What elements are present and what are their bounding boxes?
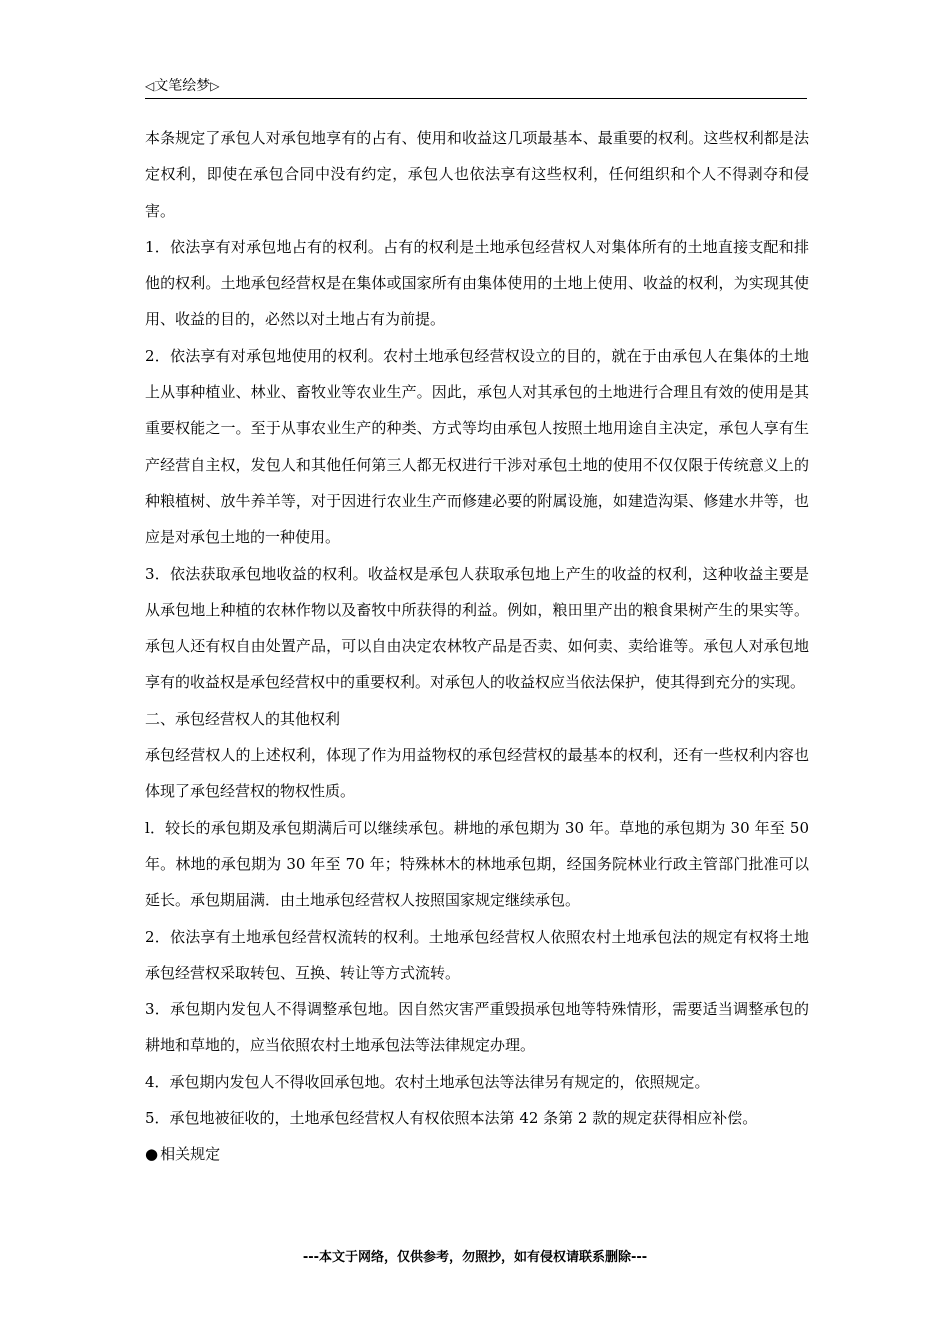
paragraph-other-3: 3．承包期内发包人不得调整承包地。因自然灾害严重毁损承包地等特殊情形，需要适当调整承包的耕地和草地的，应当依照农村土地承包法等法律规定办理。 bbox=[145, 1000, 809, 1055]
header-title-group bbox=[145, 75, 219, 95]
related-provisions-label: 相关规定 bbox=[160, 1145, 221, 1164]
paragraph-intro: 本条规定了承包人对承包地享有的占有、使用和收益这几项最基本、最重要的权利。这些权利都是法定权利，即使在承包合同中没有约定，承包人也依法享有这些权利，任何组织和个人不得剥夺和侵害。 bbox=[145, 129, 809, 220]
paragraph-other-2: 2．依法享有土地承包经营权流转的权利。土地承包经营权人依照农村土地承包法的规定有权将土地承包经营权采取转包、互换、转让等方式流转。 bbox=[145, 927, 809, 982]
bullet-icon: ● bbox=[145, 1145, 159, 1164]
header-title: 文笔绘梦 bbox=[154, 78, 211, 94]
document-body bbox=[145, 120, 809, 1173]
section-heading: 二、承包经营权人的其他权利 bbox=[145, 709, 341, 728]
left-triangle-icon: ◁ bbox=[145, 79, 155, 93]
paragraph-other-intro: 承包经营权人的上述权利，体现了作为用益物权的承包经营权的最基本的权利，还有一些权利内容也体现了承包经营权的物权性质。 bbox=[145, 746, 809, 801]
page-footer-disclaimer: ---本文于网络，仅供参考，勿照抄，如有侵权请联系删除--- bbox=[302, 1250, 648, 1265]
related-provisions bbox=[145, 1136, 809, 1172]
paragraph-other-4: 4．承包期内发包人不得收回承包地。农村土地承包法等法律另有规定的，依照规定。 bbox=[145, 1072, 710, 1091]
paragraph-right-3: 3．依法获取承包地收益的权利。收益权是承包人获取承包地上产生的收益的权利，这种收益主要是从承包地上种植的农林作物以及畜牧中所获得的利益。例如，粮田里产出的粮食果树产生的果实等。承包人还有权自由处置产品，可以自由决定农林牧产品是否卖、如何卖、卖给谁等。承包人对承包地享有的收益权是承包经营权中的重要权利。对承包人的收益权应当依法保护，使其得到充分的实现。 bbox=[145, 564, 809, 692]
paragraph-right-2: 2．依法享有对承包地使用的权利。农村土地承包经营权设立的目的，就在于由承包人在集体的土地上从事种植业、林业、畜牧业等农业生产。因此，承包人对其承包的土地进行合理且有效的使用是其重要权能之一。至于从事农业生产的种类、方式等均由承包人按照土地用途自主决定，承包人享有生产经营自主权，发包人和其他任何第三人都无权进行干涉对承包土地的使用不仅仅限于传统意义上的种粮植树、放牛养羊等，对于因进行农业生产而修建必要的附属设施，如建造沟渠、修建水井等，也应是对承包土地的一种使用。 bbox=[145, 346, 809, 547]
paragraph-other-1: l．较长的承包期及承包期满后可以继续承包。耕地的承包期为 30 年。草地的承包期为 30 年至 50 年。林地的承包期为 30 年至 70 年；特殊林木的林地承包期，经国务院林业行政主管部门批准可以延长。承包期届满．由土地承包经营权人按照国家规定继续承包。 bbox=[145, 818, 809, 910]
right-triangle-icon: ▷ bbox=[210, 79, 220, 93]
page-header bbox=[145, 72, 807, 99]
paragraph-other-5: 5．承包地被征收的，土地承包经营权人有权依照本法第 42 条第 2 款的规定获得相应补偿。 bbox=[145, 1109, 758, 1128]
paragraph-right-1: 1．依法享有对承包地占有的权利。占有的权利是土地承包经营权人对集体所有的土地直接支配和排他的权利。土地承包经营权是在集体或国家所有由集体使用的土地上使用、收益的权利，为实现其使用、收益的目的，必然以对土地占有为前提。 bbox=[145, 237, 809, 329]
